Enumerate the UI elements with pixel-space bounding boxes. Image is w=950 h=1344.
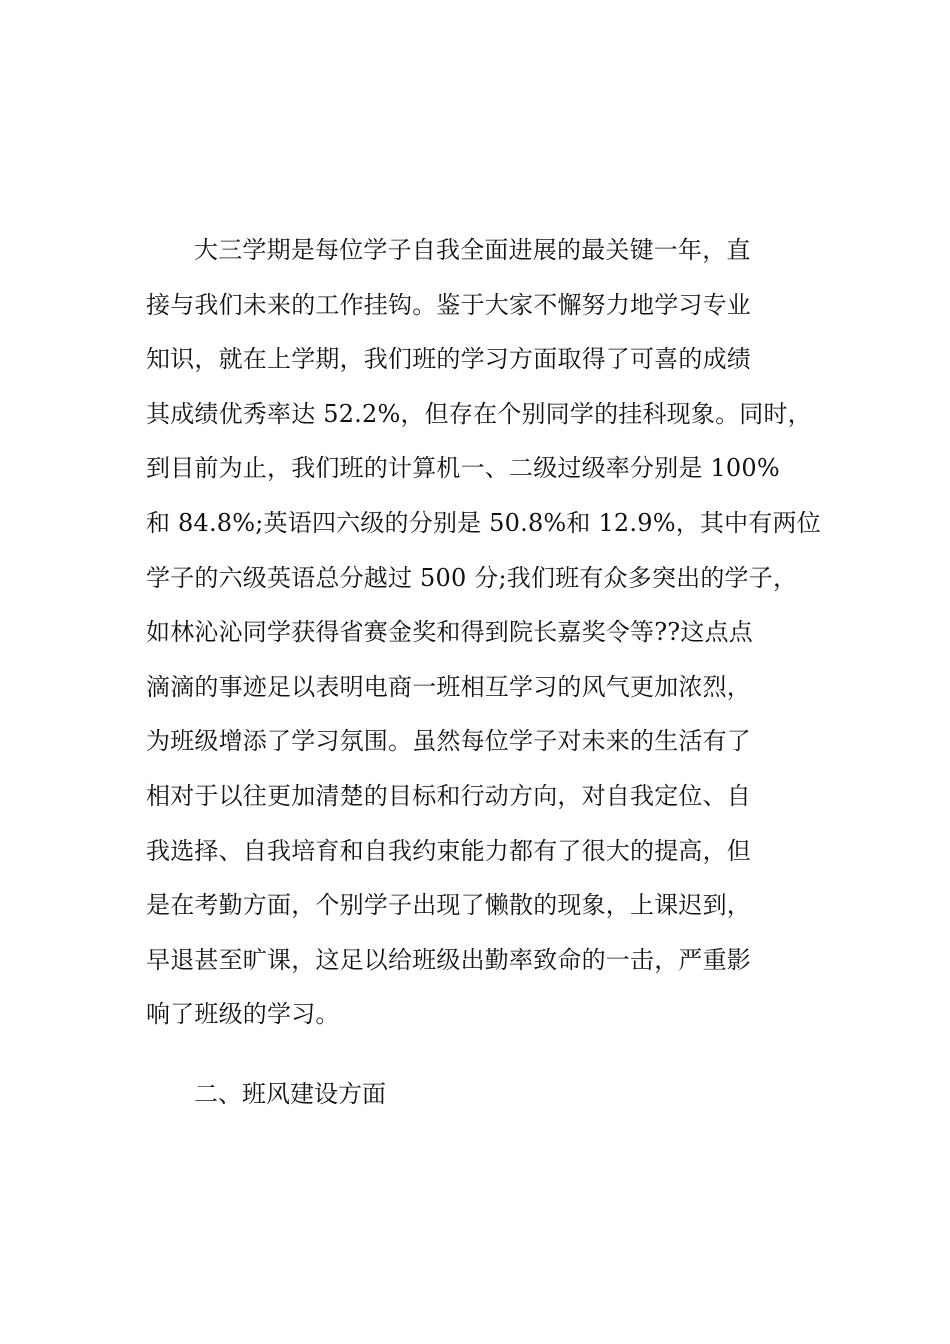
paragraph-line: 大三学期是每位学子自我全面进展的最关键一年，直: [194, 236, 751, 264]
paragraph-line: 和 84.8%;英语四六级的分别是 50.8%和 12.9%，其中有两位: [146, 508, 821, 537]
paragraph-line: 响了班级的学习。: [146, 1000, 340, 1029]
paragraph-line: 相对于以往更加清楚的目标和行动方向，对自我定位、自: [146, 781, 751, 810]
paragraph-line: 为班级增添了学习氛围。虽然每位学子对未来的生活有了: [146, 727, 751, 756]
body-paragraph: [146, 230, 821, 1049]
section-heading: 二、班风建设方面: [194, 1080, 386, 1108]
paragraph-line: 到目前为止，我们班的计算机一、二级过级率分别是 100%: [146, 454, 780, 483]
paragraph-line: 我选择、自我培育和自我约束能力都有了很大的提高，但: [146, 836, 751, 865]
paragraph-line: 滴滴的事迹足以表明电商一班相互学习的风气更加浓烈，: [146, 672, 751, 701]
paragraph-line: 学子的六级英语总分越过 500 分;我们班有众多突出的学子，: [146, 563, 798, 592]
paragraph-line: 早退甚至旷课，这足以给班级出勤率致命的一击，严重影: [146, 945, 751, 974]
paragraph-line: 其成绩优秀率达 52.2%，但存在个别同学的挂科现象。同时，: [146, 399, 812, 428]
paragraph-line: 接与我们未来的工作挂钩。鉴于大家不懈努力地学习专业: [146, 290, 751, 319]
paragraph-line: 如林沁沁同学获得省赛金奖和得到院长嘉奖令等??这点点: [146, 618, 753, 647]
paragraph-line: 知识，就在上学期，我们班的学习方面取得了可喜的成绩: [146, 345, 751, 374]
paragraph-line: 是在考勤方面，个别学子出现了懒散的现象，上课迟到，: [146, 891, 751, 920]
